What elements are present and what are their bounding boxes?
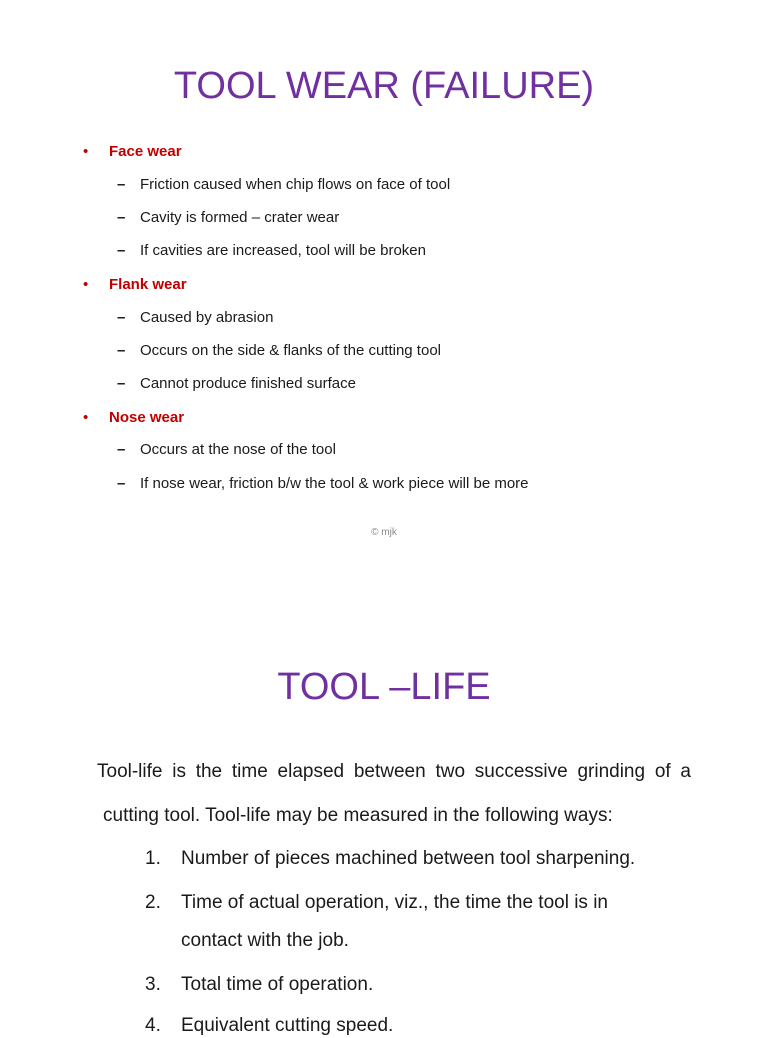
dash-marker: –: [117, 309, 126, 326]
bullet-dot: •: [83, 143, 89, 160]
bullet-label: Face wear: [109, 143, 182, 160]
dash-marker: –: [117, 375, 126, 392]
sub-item-text: Cavity is formed – crater wear: [140, 209, 340, 226]
numbered-list-item: [145, 847, 635, 871]
sub-item: [117, 341, 441, 361]
list-number: 2.: [145, 892, 161, 913]
sub-item: [117, 474, 529, 494]
sub-item-text: If nose wear, friction b/w the tool & work piece will be more: [140, 475, 529, 492]
bullet-nose-wear: [83, 408, 184, 428]
dash-marker: –: [117, 209, 126, 226]
sub-item-text: Friction caused when chip flows on face of tool: [140, 176, 451, 193]
bullet-dot: •: [83, 276, 89, 293]
dash-marker: –: [117, 176, 126, 193]
sub-item-text: Cannot produce finished surface: [140, 375, 356, 392]
sub-item: [117, 208, 339, 228]
intro-paragraph-line: Tool-life is the time elapsed between two successive grinding of a: [97, 761, 691, 782]
bullet-flank-wear: [83, 275, 187, 295]
dash-marker: –: [117, 475, 126, 492]
list-item-text: Equivalent cutting speed.: [181, 1015, 394, 1036]
sub-item-text: Occurs on the side & flanks of the cutting tool: [140, 342, 441, 359]
list-item-text: Number of pieces machined between tool sharpening.: [181, 848, 636, 869]
list-number: 3.: [145, 974, 161, 995]
list-item-text: Total time of operation.: [181, 974, 374, 995]
list-number: 4.: [145, 1015, 161, 1036]
list-item-continuation: contact with the job.: [181, 930, 349, 951]
sub-item: [117, 175, 450, 195]
sub-item-text: Caused by abrasion: [140, 309, 274, 326]
numbered-list-item: [145, 891, 608, 915]
sub-item: [117, 440, 336, 460]
sub-item-text: If cavities are increased, tool will be broken: [140, 242, 426, 259]
dash-marker: –: [117, 342, 126, 359]
dash-marker: –: [117, 441, 126, 458]
slide-title-tool-wear: TOOL WEAR (FAILURE): [173, 65, 595, 107]
credit-text: © mjk: [371, 527, 397, 538]
bullet-dot: •: [83, 409, 89, 426]
bullet-label: Nose wear: [109, 409, 185, 426]
bullet-label: Flank wear: [109, 276, 187, 293]
numbered-list-item: [145, 973, 373, 997]
slide-title-tool-life: TOOL –LIFE: [277, 666, 491, 708]
sub-item-text: Occurs at the nose of the tool: [140, 441, 336, 458]
intro-paragraph-line: cutting tool. Tool-life may be measured in the following ways:: [103, 805, 613, 826]
list-number: 1.: [145, 848, 161, 869]
sub-item: [117, 374, 356, 394]
dash-marker: –: [117, 242, 126, 259]
list-item-text: Time of actual operation, viz., the time the tool is in: [181, 892, 608, 913]
numbered-list-item: [145, 1014, 393, 1038]
sub-item: [117, 308, 273, 328]
bullet-face-wear: [83, 142, 182, 162]
sub-item: [117, 241, 426, 261]
